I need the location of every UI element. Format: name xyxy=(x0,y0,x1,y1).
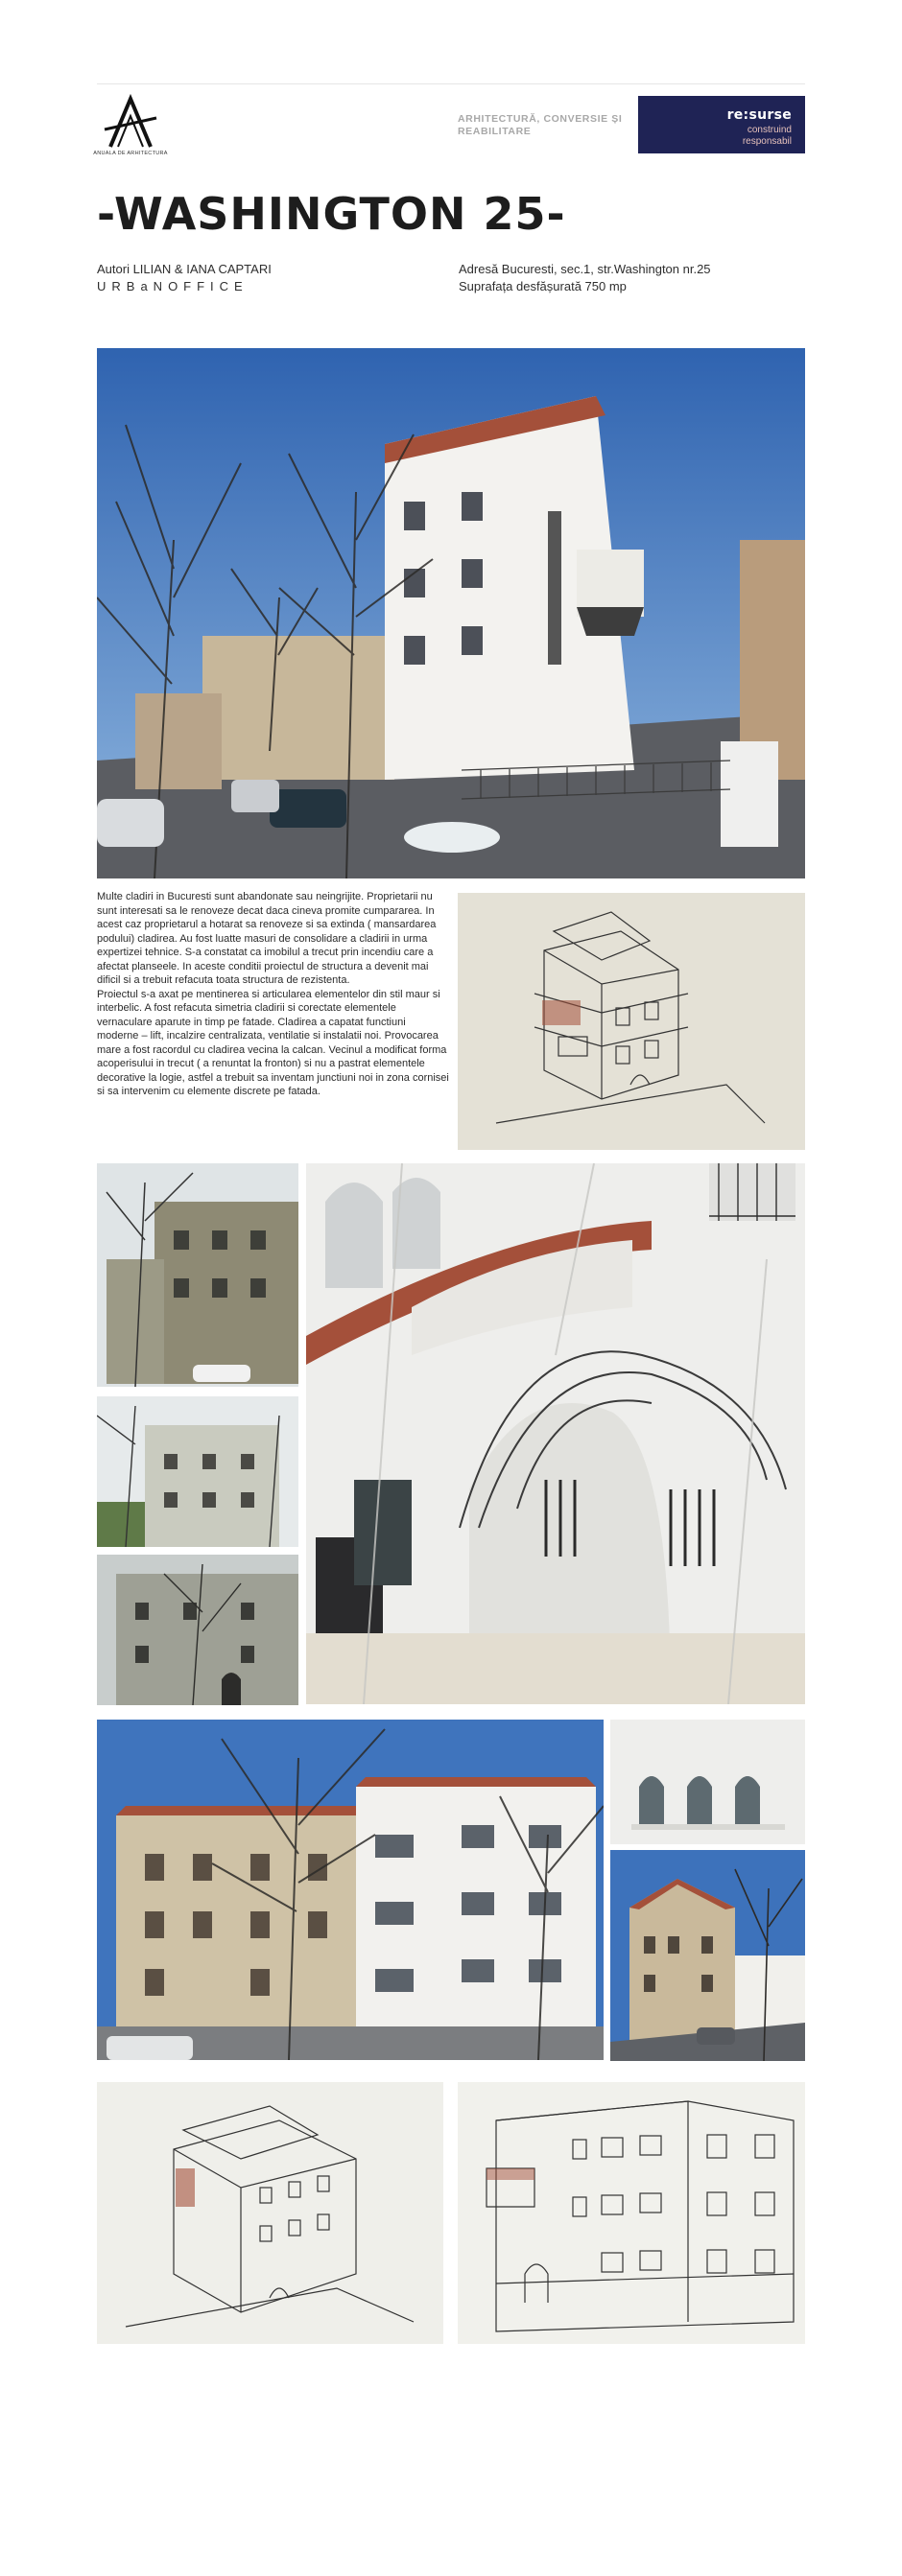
project-description xyxy=(97,890,450,1099)
logo-caption: ANUALA DE ARHITECTURA xyxy=(93,151,168,156)
axonometric-sketch xyxy=(97,2082,443,2344)
hero-street-photo xyxy=(97,348,805,878)
before-photo-1 xyxy=(97,1163,298,1387)
before-photo-3 xyxy=(97,1555,298,1705)
office-name: URBaNOFFICE xyxy=(97,279,249,293)
badge-brand: re:surse xyxy=(726,107,792,123)
building-sketch-perspective xyxy=(458,893,805,1150)
authors-block xyxy=(97,261,272,295)
elevation-sketch xyxy=(458,2082,805,2344)
description-paragraph-2: Proiectul s-a axat pe mentinerea si articularea elementelor din stil maur si interbelic. A fost refacuta simetria cladirii si corectate elementele vernaculare aparute in timp pe fatade. Cladirea a capatat functiuni moderne – lift, incalzire centralizata, ventilatie si instalatii noi. Provocarea mare a fost racordul cu cladirea vecina la calcan. Vecinul a modificat forma acoperisului in trecut ( a renuntat la fronton) si nu a pastrat elementele decorative la logie, astfel a trebuit sa inventam junctiuni noi in zona cornisei si sa intervenim cu elemente discrete pe fatada. xyxy=(97,988,449,1097)
street-facade-photo xyxy=(97,1720,604,2060)
description-paragraph-1: Multe cladiri in Bucuresti sunt abandonate sau neingrijite. Proprietarii nu sunt interesati sa le renoveze decat daca cineva promite cumpararea. In acest caz proprietarul a hotarat sa renoveze si sa extinda ( mansardarea podului) cladirea. Au fost luatte masuri de consolidare a cladirii in urma expertizei tehnice. S-a constatat ca imobilul a trecut prin incendiu care a afectat planseele. In aceste conditii proiectul de structura a devenit mai dificil si a trebuit refacuta toata structura de rezistenta. xyxy=(97,891,437,986)
area-line: Suprafața desfășurată 750 mp xyxy=(459,279,627,293)
entrance-canopy-photo xyxy=(306,1163,805,1704)
project-title: -WASHINGTON 25- xyxy=(97,188,566,240)
category-label: ARHITECTURĂ, CONVERSIE ȘI REABILITARE xyxy=(458,113,623,137)
address-line: Adresă Bucuresti, sec.1, str.Washington nr.25 xyxy=(459,262,711,276)
resurse-badge xyxy=(638,96,805,153)
address-block xyxy=(459,261,711,295)
before-photo-2 xyxy=(97,1396,298,1547)
arched-loggia-photo xyxy=(610,1720,805,1844)
authors-line: Autori LILIAN & IANA CAPTARI xyxy=(97,262,272,276)
badge-sub-line2: responsabil xyxy=(742,136,792,147)
badge-sub-line1: construind xyxy=(747,125,792,135)
corner-view-photo xyxy=(610,1850,805,2061)
top-divider xyxy=(97,83,805,84)
badge-subtitle xyxy=(743,125,792,148)
